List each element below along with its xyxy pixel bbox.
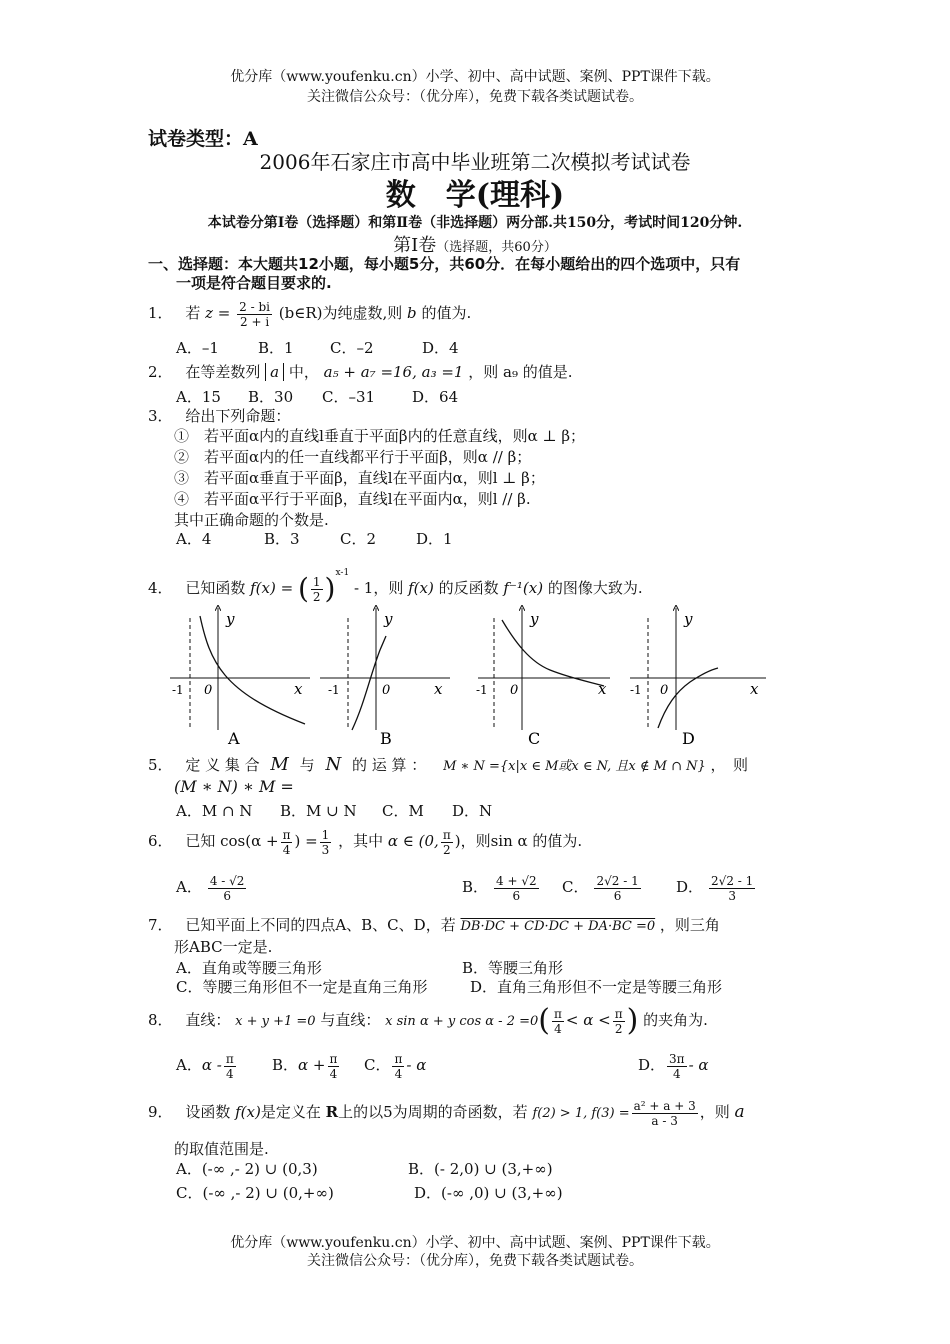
question-8	[148, 1002, 708, 1040]
paper-type: 试卷类型：A	[148, 128, 258, 150]
q8-c-num: π	[394, 1051, 403, 1066]
q6-post: )，则sin α 的值为.	[454, 832, 583, 850]
q8-d-num: 3π	[669, 1051, 685, 1066]
q1-option-b: B．1	[258, 339, 294, 357]
q4-c-xlabel: x	[598, 680, 607, 698]
q5-stem: 定 义 集 合	[185, 756, 260, 774]
q4-graph-d	[630, 608, 766, 748]
q6-b-frac	[494, 874, 539, 903]
q4-paren-right: )	[324, 572, 336, 605]
q4-finv: f⁻¹(x)	[503, 579, 544, 597]
q5-and: 与	[299, 756, 315, 774]
q8-number: 8．	[148, 1011, 173, 1029]
q6-third	[320, 828, 332, 857]
q9-frac-den: a - 3	[651, 1113, 678, 1128]
q5-option-b: B．M ∪ N	[280, 802, 357, 820]
q9-option-a: A．(-∞ ,- 2) ∪ (0,3)	[176, 1160, 318, 1178]
q6-cos: cos(α +	[220, 832, 279, 850]
q1-frac-num: 2 - bi	[239, 299, 270, 314]
q6-pi2	[441, 828, 453, 857]
subject-title: 数 学(理科)	[385, 178, 565, 213]
q7-option-a: A．直角或等腰三角形	[176, 959, 322, 977]
q9-mid: 是定义在	[260, 1103, 321, 1121]
q5-option-d: D．N	[452, 802, 493, 820]
q8-d-frac	[667, 1052, 687, 1081]
q4-a-ylabel: y	[226, 610, 235, 628]
q9-post: ，则	[699, 1103, 730, 1121]
q8-mid: 与直线：	[320, 1011, 381, 1029]
q4-b-xlabel: x	[434, 680, 443, 698]
q4-half-den: 2	[312, 589, 321, 604]
q6-option-c	[562, 870, 643, 904]
q4-b-ylabel: y	[384, 610, 393, 628]
q8-a-num: π	[225, 1051, 234, 1066]
q4-half-num: 1	[312, 574, 321, 589]
q4-d-xlabel: x	[750, 680, 759, 698]
q8-post: 的夹角为.	[643, 1011, 708, 1029]
q7-option-b: B．等腰三角形	[462, 959, 564, 977]
q6-d-frac	[709, 874, 755, 903]
q4-a-xlabel: x	[294, 680, 303, 698]
q1-pre: 若	[185, 304, 201, 322]
q4-post: 的图像大致为.	[547, 579, 643, 597]
header-line-1: 优分库（www.youfenku.cn）小学、初中、高中试题、案例、PPT课件下载。	[230, 69, 720, 85]
q8-c-frac	[392, 1052, 404, 1081]
q8-d-label: D．	[638, 1056, 666, 1074]
q9-number: 9．	[148, 1103, 173, 1121]
q9-option-c: C．(-∞ ,- 2) ∪ (0,+∞)	[176, 1184, 334, 1202]
q4-graph-a	[170, 608, 310, 748]
q7-line2: 形ABC一定是.	[174, 938, 273, 956]
q5-expression	[174, 777, 294, 796]
q3-option-b: B．3	[264, 530, 300, 548]
footer-line-1: 优分库（www.youfenku.cn）小学、初中、高中试题、案例、PPT课件下载。	[230, 1235, 720, 1251]
q3-proposition-4: ④ 若平面α平行于平面β，直线l在平面内α，则l // β.	[174, 490, 531, 508]
q8-option-b	[272, 1048, 341, 1082]
q6-pi4-den: 4	[282, 842, 291, 857]
q5-N: N	[325, 754, 342, 775]
q6-pre: 已知	[185, 832, 216, 850]
q8-pi2-num: π	[614, 1006, 623, 1021]
q3-number: 3．	[148, 407, 173, 425]
q2-option-c: C．–31	[322, 388, 376, 406]
q9-rest: 上的以5为周期的奇函数，若	[338, 1103, 528, 1121]
q3-option-c: C．2	[340, 530, 377, 548]
question-9	[148, 1094, 745, 1132]
q8-pi4	[552, 1007, 564, 1036]
question-3	[148, 405, 290, 426]
q5-op: 的 运 算 ：	[351, 756, 427, 774]
q6-third-den: 3	[321, 842, 330, 857]
q4-a-origin: 0	[204, 683, 213, 698]
q8-pi4-num: π	[553, 1006, 562, 1021]
q4-c-label: C	[528, 729, 541, 748]
q8-b-den: 4	[329, 1066, 338, 1081]
q9-R: R	[325, 1103, 339, 1121]
q6-option-d	[676, 870, 757, 904]
q1-condition: (b∈R)为纯虚数,则	[278, 304, 403, 322]
q6-eq: ) =	[294, 832, 318, 850]
q3-proposition-2: ② 若平面α内的任一直线都平行于平面β，则α // β；	[174, 448, 532, 466]
q2-number: 2．	[148, 363, 173, 381]
question-5	[148, 754, 748, 775]
q8-cond-mid: < α <	[565, 1011, 611, 1029]
q4-exponent: x-1	[335, 568, 350, 578]
exam-title: 2006年石家庄市高中毕业班第二次模拟考试试卷	[259, 150, 691, 174]
q8-b-expr: α +	[298, 1056, 326, 1074]
q4-curve-d	[658, 668, 718, 728]
q2-sequence: a	[265, 363, 284, 381]
q9-a: a	[734, 1102, 745, 1122]
q5-option-a: A．M ∩ N	[176, 802, 253, 820]
q1-number: 1．	[148, 304, 173, 322]
footer-line-2: 关注微信公众号：（优分库），免费下载各类试题试卷。	[307, 1253, 643, 1269]
q4-b-label: B	[380, 729, 392, 748]
q1-fraction	[237, 300, 272, 329]
q6-b-den: 6	[512, 888, 521, 903]
q7-option-d: D．直角三角形但不一定是等腰三角形	[470, 978, 723, 996]
q4-c-minus1: -1	[476, 683, 488, 697]
q6-a-frac	[208, 874, 247, 903]
q6-c-den: 6	[613, 888, 622, 903]
q5-expr: (M ∗ N) ∗ M =	[174, 777, 294, 796]
q5-M: M	[270, 754, 289, 775]
q6-mid: ，其中	[338, 832, 384, 850]
q2-option-a: A．15	[176, 388, 221, 406]
q6-pi2-den: 2	[442, 842, 451, 857]
q9-pre: 设函数	[185, 1103, 231, 1121]
q2-mid: 中，	[288, 363, 319, 381]
q4-curve-b	[352, 636, 386, 730]
q4-mid: 的反函数	[438, 579, 499, 597]
q8-paren-right: )	[626, 1003, 639, 1038]
q8-line1: x + y +1 =0	[235, 1014, 316, 1029]
q6-c-label: C．	[562, 878, 589, 896]
q8-c-den: 4	[394, 1066, 403, 1081]
q2-condition: a₅ + a₇ =16, a₃ =1	[323, 363, 464, 381]
q3-ask: 其中正确命题的个数是.	[174, 511, 329, 529]
q7-number: 7．	[148, 916, 173, 934]
q2-pre: 在等差数列	[185, 363, 261, 381]
q6-a-label: A．	[176, 878, 202, 896]
q2-option-b: B．30	[248, 388, 294, 406]
q6-b-label: B．	[462, 878, 489, 896]
q1-b: b	[407, 304, 417, 322]
q8-option-a	[176, 1048, 238, 1082]
q8-a-label: A．	[176, 1056, 202, 1074]
q1-post: 的值为.	[421, 304, 472, 322]
paper-intro: 本试卷分第Ⅰ卷（选择题）和第Ⅱ卷（非选择题）两分部.共150分，考试时间120分钟.	[207, 215, 743, 231]
q8-c-expr: - α	[406, 1056, 427, 1074]
question-4	[148, 556, 643, 606]
q7-option-c: C．等腰三角形但不一定是直角三角形	[176, 978, 428, 996]
q4-fx: f(x) =	[250, 579, 294, 597]
q8-a-expr: α -	[201, 1056, 222, 1074]
q8-d-expr: - α	[688, 1056, 709, 1074]
q6-number: 6．	[148, 832, 173, 850]
q6-pi4	[281, 828, 293, 857]
q6-third-num: 1	[321, 827, 330, 842]
q6-d-den: 3	[728, 888, 736, 903]
part-one-main: 第Ⅰ卷	[393, 235, 437, 256]
q9-frac-num: a² + a + 3	[633, 1098, 696, 1113]
q4-curve-c	[502, 620, 604, 686]
q8-d-den: 4	[672, 1066, 681, 1081]
q6-a-num: 4 - √2	[209, 873, 245, 888]
q1-z: z =	[205, 304, 231, 322]
q6-pi4-num: π	[282, 827, 291, 842]
q4-number: 4．	[148, 579, 173, 597]
q5-option-c: C．M	[382, 802, 424, 820]
q8-a-den: 4	[225, 1066, 234, 1081]
q6-d-label: D．	[676, 878, 704, 896]
q4-b-origin: 0	[382, 683, 391, 698]
q5-then: ， 则	[710, 756, 749, 774]
q4-graph-c	[476, 608, 610, 748]
q4-a-label: A	[228, 729, 240, 748]
header-line-2: 关注微信公众号：（优分库），免费下载各类试题试卷。	[307, 89, 643, 105]
q1-frac-den: 2 + i	[240, 314, 270, 329]
q4-rest: - 1，则	[353, 579, 404, 597]
q8-pi2-den: 2	[614, 1021, 623, 1036]
q5-number: 5．	[148, 756, 173, 774]
question-6	[148, 824, 582, 858]
q4-a-minus1: -1	[172, 683, 184, 697]
q9-condition: f(2) > 1, f(3) =	[532, 1106, 630, 1121]
q2-option-d: D．64	[412, 388, 459, 406]
q8-b-label: B．	[272, 1056, 299, 1074]
q6-b-num: 4 + √2	[496, 873, 537, 888]
q6-pi2-num: π	[442, 827, 451, 842]
q6-option-a	[176, 870, 248, 904]
q4-d-minus1: -1	[630, 683, 642, 697]
q4-d-label: D	[682, 729, 695, 748]
q9-fx: f(x)	[235, 1103, 261, 1121]
q4-c-origin: 0	[510, 683, 519, 698]
q8-c-label: C．	[364, 1056, 391, 1074]
q8-a-frac	[224, 1052, 236, 1081]
q6-a-den: 6	[223, 888, 231, 903]
q8-b-frac	[328, 1052, 340, 1081]
q7-vector-expr: DB·DC + CD·DC + DA·BC =0	[460, 919, 656, 934]
section-title-2: 一项是符合题目要求的.	[176, 274, 332, 292]
q7-line1: 已知平面上不同的四点A、B、C、D，若	[185, 916, 456, 934]
q9-line2: 的取值范围是.	[174, 1140, 269, 1158]
q6-range: α ∈ (0,	[387, 832, 439, 850]
q9-option-d: D．(-∞ ,0) ∪ (3,+∞)	[414, 1184, 563, 1202]
q7-post: ，则三角	[659, 916, 720, 934]
question-7	[148, 914, 720, 935]
q8-option-d	[638, 1048, 709, 1082]
q4-fx2: f(x)	[408, 579, 434, 597]
question-1	[148, 296, 471, 330]
q3-proposition-1: ① 若平面α内的直线l垂直于平面β内的任意直线，则α ⊥ β；	[174, 427, 586, 445]
q1-option-c: C．–2	[330, 339, 374, 357]
q6-option-b	[462, 870, 541, 904]
q3-option-d: D．1	[416, 530, 453, 548]
q4-graphs	[170, 602, 770, 750]
q8-option-c	[364, 1048, 426, 1082]
q5-definition: M ∗ N ={x|x ∈ M或x ∈ N, 且x ∉ M ∩ N}	[443, 759, 706, 774]
q6-d-num: 2√2 - 1	[711, 873, 754, 888]
q4-paren-left: (	[297, 572, 309, 605]
question-2	[148, 361, 573, 382]
q9-frac	[632, 1099, 698, 1128]
q4-curve-a	[200, 616, 305, 724]
q4-d-origin: 0	[660, 683, 669, 698]
q6-c-frac	[594, 874, 640, 903]
q4-half	[311, 575, 323, 604]
part-one-sub: （选择题，共60分）	[436, 240, 557, 255]
q8-pre: 直线：	[185, 1011, 231, 1029]
q3-stem: 给出下列命题：	[185, 407, 291, 425]
q9-option-b: B．(- 2,0) ∪ (3,+∞)	[408, 1160, 553, 1178]
section-title-1: 一、选择题：本大题共12小题，每小题5分，共60分．在每小题给出的四个选项中，只有	[148, 255, 741, 273]
q8-pi2	[613, 1007, 625, 1036]
q4-b-minus1: -1	[328, 683, 340, 697]
q1-option-a: A．–1	[176, 339, 219, 357]
q4-c-ylabel: y	[530, 610, 539, 628]
q2-post: ，则 a₉ 的值是.	[468, 363, 573, 381]
q4-graph-b	[320, 608, 450, 748]
q8-paren-left: (	[538, 1003, 550, 1038]
q4-pre: 已知函数	[185, 579, 246, 597]
q6-c-num: 2√2 - 1	[596, 873, 639, 888]
q3-proposition-3: ③ 若平面α垂直于平面β，直线l在平面内α，则l ⊥ β；	[174, 469, 545, 487]
q1-option-d: D．4	[422, 339, 459, 357]
q8-line2: x sin α + y cos α - 2 =0	[385, 1014, 539, 1029]
q8-b-num: π	[329, 1051, 338, 1066]
q4-d-ylabel: y	[684, 610, 693, 628]
q3-option-a: A．4	[176, 530, 212, 548]
q8-pi4-den: 4	[554, 1021, 562, 1036]
